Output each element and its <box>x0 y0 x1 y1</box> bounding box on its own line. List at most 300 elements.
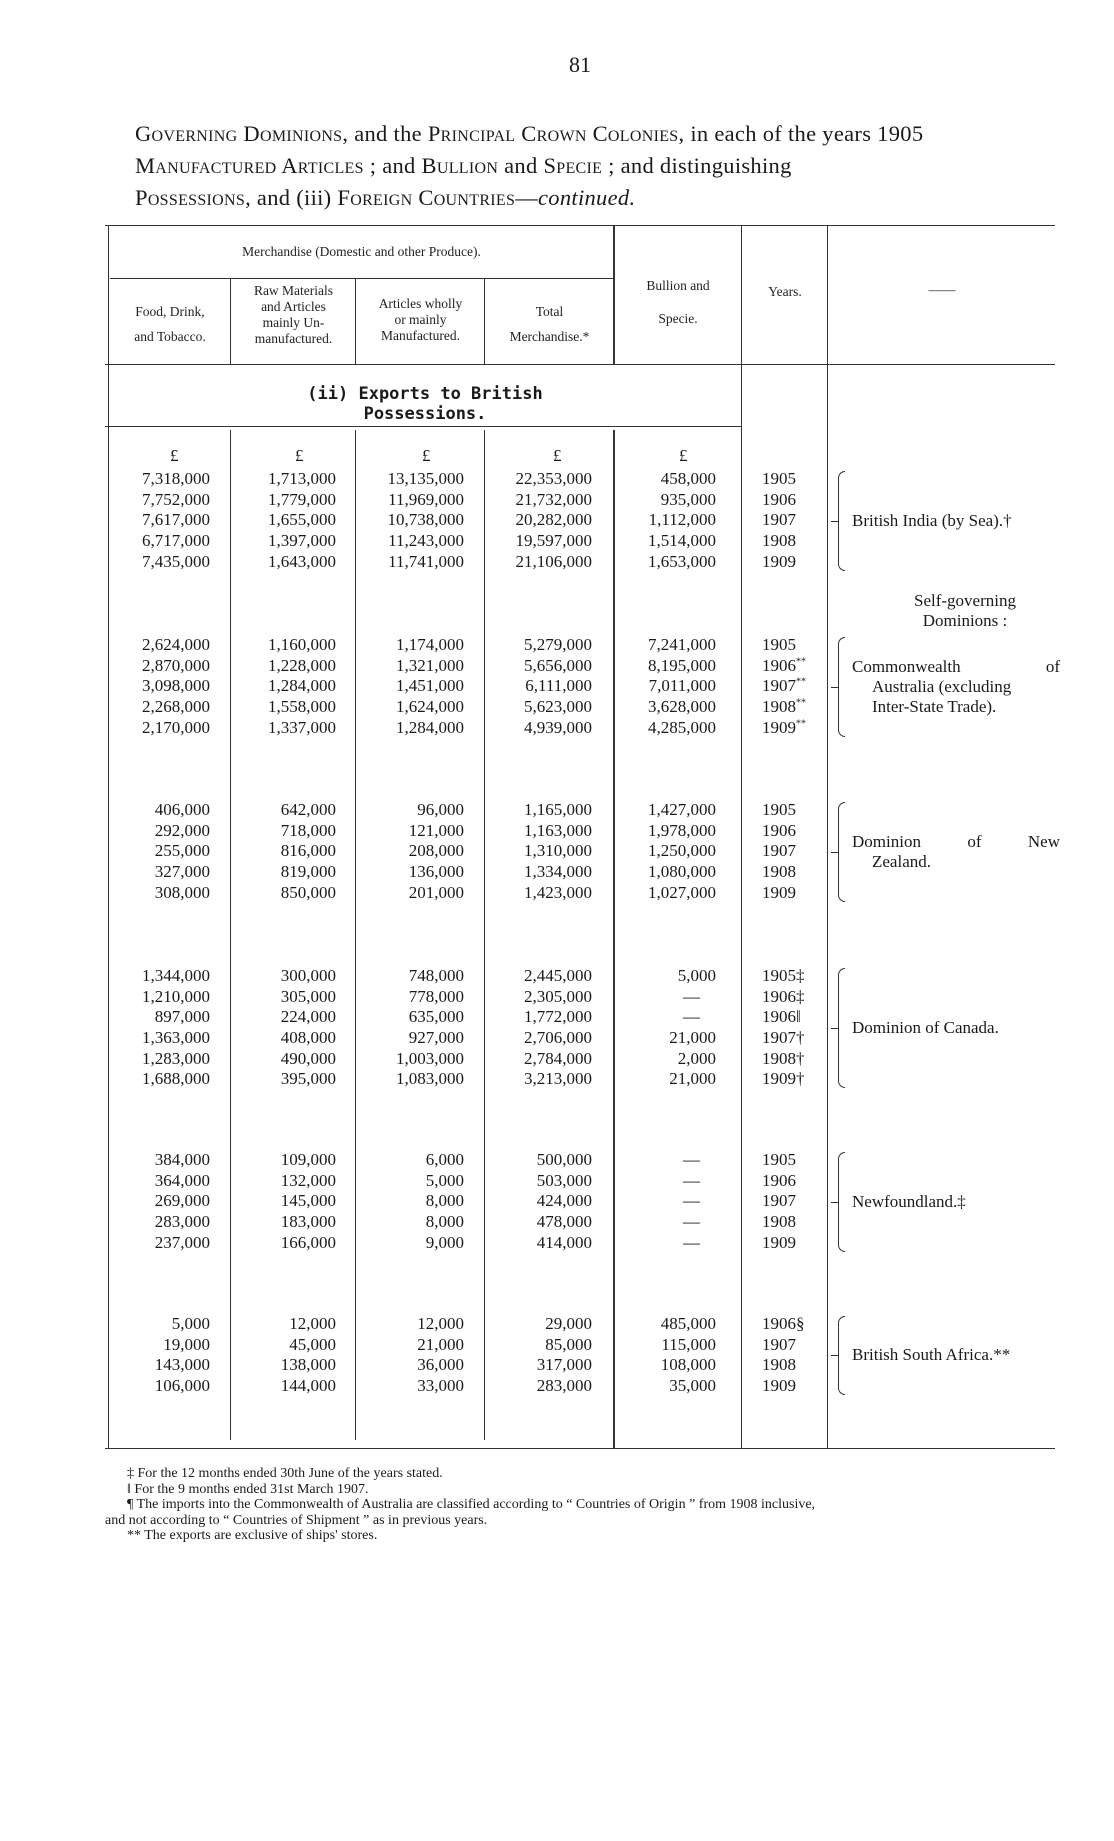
cell-articles: 11,969,000 <box>388 489 464 509</box>
column-food <box>142 469 210 572</box>
col-header-raw <box>232 283 355 347</box>
cell-total: 283,000 <box>536 1376 592 1396</box>
cell-articles: 11,741,000 <box>388 551 464 571</box>
cell-year <box>762 1150 796 1171</box>
cell-raw: 305,000 <box>280 986 336 1006</box>
cell-bullion: 7,011,000 <box>648 676 716 696</box>
cell-total: 1,310,000 <box>524 841 592 861</box>
col-header-country: —— <box>928 282 956 297</box>
col-divider-food-raw-hdr <box>230 278 231 364</box>
column-articles <box>396 966 464 1090</box>
heading-segment: , in each of the years 1905 <box>678 121 924 146</box>
cell-raw: 1,397,000 <box>268 531 336 551</box>
table-top-rule <box>105 225 1055 226</box>
cell-raw: 224,000 <box>280 1007 336 1027</box>
cell-year <box>762 1212 796 1233</box>
column-years <box>762 1314 805 1397</box>
cell-bullion: 8,195,000 <box>648 655 716 675</box>
cell-articles: 9,000 <box>425 1232 464 1252</box>
year-value: 1905 <box>762 635 796 654</box>
cell-year <box>762 718 806 739</box>
cell-food: 7,752,000 <box>142 489 210 509</box>
cell-year <box>762 1007 805 1028</box>
heading-segment: and <box>498 153 544 178</box>
country-label-word: Dominion <box>852 831 921 851</box>
col-header-bullion <box>615 269 741 335</box>
cell-total: 6,111,000 <box>525 676 592 696</box>
cell-articles: 201,000 <box>408 882 464 902</box>
cell-year <box>762 552 796 573</box>
merchandise-subrule <box>110 278 613 279</box>
year-footnote-mark: § <box>796 1314 805 1333</box>
cell-articles: 1,174,000 <box>396 635 464 654</box>
cell-articles: 10,738,000 <box>387 510 464 530</box>
currency-bullion: £ <box>679 446 688 465</box>
year-value: 1906 <box>762 1314 796 1333</box>
cell-bullion: 115,000 <box>661 1334 716 1354</box>
page-heading <box>135 118 1095 214</box>
year-value: 1909 <box>762 1232 796 1252</box>
column-food <box>155 1314 210 1397</box>
year-value: 1908 <box>762 1212 796 1232</box>
year-value: 1908 <box>762 697 796 717</box>
cell-food: 406,000 <box>154 800 210 819</box>
cell-year <box>762 635 806 656</box>
col-header-total-line: Merchandise.* <box>509 329 590 344</box>
year-footnote-mark: ‖ <box>796 1007 801 1027</box>
cell-total: 3,213,000 <box>524 1069 592 1089</box>
cell-total: 5,623,000 <box>524 697 592 717</box>
year-footnote-mark: ‡ <box>796 966 805 985</box>
cell-year <box>762 1069 805 1090</box>
cell-food: 327,000 <box>154 862 210 882</box>
cell-articles: 11,243,000 <box>388 531 464 551</box>
currency-raw: £ <box>295 446 304 465</box>
column-total <box>524 635 592 738</box>
cell-bullion: 1,250,000 <box>648 841 716 861</box>
cell-year <box>762 510 796 531</box>
country-label <box>852 1018 1060 1038</box>
column-years <box>762 1150 796 1253</box>
cell-food: 384,000 <box>154 1150 210 1169</box>
heading-line-1 <box>135 118 1095 150</box>
cell-total: 85,000 <box>545 1334 592 1354</box>
cell-articles: 1,083,000 <box>396 1069 464 1089</box>
cell-total: 2,784,000 <box>524 1048 592 1068</box>
currency-articles: £ <box>422 446 431 465</box>
heading-line-3 <box>135 182 1095 214</box>
col-header-food <box>110 299 230 349</box>
cell-year <box>762 1335 805 1356</box>
column-articles <box>417 1314 464 1397</box>
year-footnote-mark: ** <box>796 676 806 688</box>
cell-articles: 121,000 <box>408 820 464 840</box>
column-raw <box>281 966 336 1090</box>
year-value: 1907 <box>762 1191 796 1211</box>
group-brace <box>838 802 845 902</box>
column-total <box>537 1150 592 1253</box>
footnote: ‖ For the 9 months ended 31st March 1907. <box>127 1481 369 1497</box>
column-food <box>142 635 210 738</box>
heading-line-2 <box>135 150 1095 182</box>
year-value: 1908 <box>762 1355 796 1375</box>
column-years <box>762 966 805 1090</box>
col-header-articles-line: Manufactured. <box>380 328 461 343</box>
col-header-articles-line: Articles wholly <box>378 296 463 311</box>
cell-articles: 136,000 <box>408 862 464 882</box>
cell-food: 3,098,000 <box>142 676 210 696</box>
year-value: 1905 <box>762 800 796 819</box>
cell-year <box>762 987 805 1008</box>
cell-year <box>762 883 796 904</box>
column-bullion <box>669 966 716 1090</box>
country-label-word: Commonwealth <box>852 656 961 676</box>
cell-year <box>762 1049 805 1070</box>
heading-segment: Manufactured Articles <box>135 153 364 178</box>
cell-raw: 166,000 <box>280 1232 336 1252</box>
cell-raw: 490,000 <box>280 1048 336 1068</box>
country-label-line: Newfoundland.‡ <box>852 1191 966 1211</box>
column-bullion <box>661 1314 716 1397</box>
cell-total: 21,106,000 <box>515 551 592 571</box>
cell-total: 503,000 <box>536 1170 592 1190</box>
cell-food: 255,000 <box>154 841 210 861</box>
cell-articles: 1,451,000 <box>396 676 464 696</box>
col-divider-raw-articles-hdr <box>355 278 356 364</box>
category-label-line: Self-governing <box>914 591 1016 610</box>
column-bullion <box>648 800 716 903</box>
column-raw <box>281 1150 336 1253</box>
cell-raw: 1,160,000 <box>268 635 336 654</box>
heading-segment: Foreign Countries <box>337 185 516 210</box>
year-value: 1905 <box>762 1150 796 1169</box>
col-divider-raw-articles <box>355 430 356 1440</box>
cell-food: 2,268,000 <box>142 697 210 717</box>
year-value: 1906 <box>762 1170 796 1190</box>
column-total <box>524 966 592 1090</box>
cell-total: 500,000 <box>536 1150 592 1169</box>
cell-total: 19,597,000 <box>515 531 592 551</box>
cell-total: 2,706,000 <box>524 1028 592 1048</box>
cell-bullion: 7,241,000 <box>648 635 716 654</box>
cell-raw: 395,000 <box>280 1069 336 1089</box>
cell-raw: 1,284,000 <box>268 676 336 696</box>
column-years <box>762 469 796 572</box>
cell-total: 20,282,000 <box>515 510 592 530</box>
left-border <box>108 225 109 1448</box>
cell-raw: 1,228,000 <box>268 655 336 675</box>
cell-year <box>762 656 806 677</box>
cell-articles: 1,321,000 <box>396 655 464 675</box>
column-food <box>155 1150 210 1253</box>
country-label-line: Australia (excluding <box>872 676 1012 696</box>
col-divider-articles-total-hdr <box>484 278 485 364</box>
col-divider-food-raw <box>230 430 231 1440</box>
cell-bullion: — <box>683 986 700 1006</box>
cell-total: 5,279,000 <box>524 635 592 654</box>
table-bottom-rule <box>105 1448 1055 1449</box>
year-value: 1909 <box>762 882 796 902</box>
footnote: ** The exports are exclusive of ships' stores. <box>127 1528 378 1543</box>
year-footnote-mark: ** <box>796 697 806 709</box>
year-footnote-mark: † <box>796 1028 805 1048</box>
column-raw <box>281 1314 336 1397</box>
country-label <box>852 657 1060 717</box>
cell-year <box>762 862 796 883</box>
col-header-food-line: and Tobacco. <box>134 329 206 344</box>
column-food <box>155 800 210 903</box>
col-header-food-line: Food, Drink, <box>135 304 205 319</box>
cell-raw: 1,558,000 <box>268 697 336 717</box>
cell-food: 1,688,000 <box>142 1069 210 1089</box>
col-divider-articles-total <box>484 430 485 1440</box>
column-raw <box>281 800 336 903</box>
cell-year <box>762 1191 796 1212</box>
cell-total: 1,423,000 <box>524 882 592 902</box>
cell-food: 7,435,000 <box>142 551 210 571</box>
cell-food: 6,717,000 <box>142 531 210 551</box>
column-articles <box>426 1150 464 1253</box>
cell-year <box>762 490 796 511</box>
col-header-years: Years. <box>768 284 802 299</box>
country-label-line: Dominion of Canada. <box>852 1018 999 1038</box>
cell-food: 269,000 <box>154 1191 210 1211</box>
year-footnote-mark: † <box>796 1048 805 1068</box>
country-label <box>852 511 1060 531</box>
cell-articles: 96,000 <box>417 800 464 819</box>
cell-bullion: 1,080,000 <box>648 862 716 882</box>
cell-articles: 33,000 <box>417 1376 464 1396</box>
cell-food: 292,000 <box>154 820 210 840</box>
cell-bullion: — <box>683 1212 700 1232</box>
cell-food: 897,000 <box>154 1007 210 1027</box>
page-number: 81 <box>569 52 591 77</box>
cell-year <box>762 1028 805 1049</box>
section-title-rule <box>105 426 741 427</box>
cell-bullion: 458,000 <box>660 469 716 488</box>
cell-bullion: 1,427,000 <box>648 800 716 819</box>
footnote: ‡ For the 12 months ended 30th June of the years stated. <box>127 1466 443 1481</box>
heading-segment: Bullion <box>421 153 499 178</box>
cell-total: 2,445,000 <box>524 966 592 985</box>
cell-bullion: 3,628,000 <box>648 697 716 717</box>
cell-bullion: 1,514,000 <box>648 531 716 551</box>
cell-food: 1,283,000 <box>142 1048 210 1068</box>
cell-raw: 145,000 <box>280 1191 336 1211</box>
year-value: 1906 <box>762 986 796 1006</box>
cell-food: 2,624,000 <box>142 635 210 654</box>
category-label <box>870 591 1060 631</box>
header-bottom-rule <box>105 364 1055 365</box>
merchandise-group-header: Merchandise (Domestic and other Produce). <box>242 244 481 259</box>
year-value: 1905 <box>762 469 796 488</box>
col-divider-bullion-years <box>741 225 742 1448</box>
cell-raw: 850,000 <box>280 882 336 902</box>
cell-raw: 1,643,000 <box>268 551 336 571</box>
cell-raw: 1,655,000 <box>268 510 336 530</box>
cell-bullion: — <box>683 1191 700 1211</box>
col-header-bullion-line: Bullion and <box>646 278 710 293</box>
cell-articles: 778,000 <box>408 986 464 1006</box>
cell-raw: 183,000 <box>280 1212 336 1232</box>
cell-total: 478,000 <box>536 1212 592 1232</box>
year-footnote-mark: ** <box>796 718 806 730</box>
heading-segment: ; and distinguishing <box>602 153 792 178</box>
cell-articles: 36,000 <box>417 1355 464 1375</box>
heading-segment: Governing Dominions <box>135 121 343 146</box>
group-brace <box>838 1316 845 1395</box>
year-footnote-mark: † <box>796 1069 805 1089</box>
cell-total: 5,656,000 <box>524 655 592 675</box>
col-divider-total-bullion <box>613 430 615 1448</box>
year-value: 1906 <box>762 655 796 675</box>
cell-raw: 816,000 <box>280 841 336 861</box>
cell-bullion: — <box>683 1232 700 1252</box>
column-total <box>537 1314 592 1397</box>
country-label <box>852 1192 1060 1212</box>
country-label-line <box>852 657 1060 677</box>
column-raw <box>268 469 336 572</box>
cell-raw: 300,000 <box>280 966 336 985</box>
cell-raw: 45,000 <box>289 1334 336 1354</box>
cell-food: 1,344,000 <box>142 966 210 985</box>
cell-articles: 8,000 <box>425 1212 464 1232</box>
country-label-word: New <box>1027 831 1060 851</box>
heading-segment: — <box>515 185 539 210</box>
column-bullion <box>648 635 716 738</box>
cell-total: 2,305,000 <box>524 986 592 1006</box>
cell-bullion: 21,000 <box>669 1069 716 1089</box>
cell-articles: 6,000 <box>425 1150 464 1169</box>
cell-food: 1,210,000 <box>142 986 210 1006</box>
cell-bullion: 21,000 <box>669 1028 716 1048</box>
col-header-raw-line: mainly Un- <box>262 315 325 330</box>
cell-total: 4,939,000 <box>524 717 592 737</box>
col-header-raw-line: manufactured. <box>254 331 333 346</box>
column-total <box>516 469 593 572</box>
country-label-line <box>852 832 1060 852</box>
cell-total: 424,000 <box>536 1191 592 1211</box>
cell-raw: 138,000 <box>280 1355 336 1375</box>
cell-raw: 718,000 <box>280 820 336 840</box>
col-header-raw-line: Raw Materials <box>253 283 334 298</box>
year-value: 1908 <box>762 531 796 551</box>
year-value: 1908 <box>762 1048 796 1068</box>
footnotes <box>105 1466 1065 1544</box>
cell-year <box>762 1376 805 1397</box>
heading-segment: ; and <box>363 153 422 178</box>
year-footnote-mark: ‡ <box>796 986 805 1006</box>
cell-total: 1,165,000 <box>524 800 592 819</box>
group-brace <box>838 637 845 737</box>
cell-articles: 5,000 <box>425 1170 464 1190</box>
cell-bullion: 1,653,000 <box>648 551 716 571</box>
column-articles <box>409 800 464 903</box>
year-value: 1909 <box>762 1069 796 1089</box>
column-articles <box>396 635 464 738</box>
cell-year <box>762 469 796 490</box>
year-value: 1907 <box>762 1028 796 1048</box>
country-label <box>852 1345 1060 1365</box>
year-value: 1907 <box>762 510 796 530</box>
year-value: 1909 <box>762 717 796 737</box>
cell-raw: 1,337,000 <box>268 717 336 737</box>
group-brace <box>838 1152 845 1252</box>
cell-year <box>762 1314 805 1335</box>
cell-raw: 109,000 <box>280 1150 336 1169</box>
cell-raw: 642,000 <box>280 800 336 819</box>
year-value: 1905 <box>762 966 796 985</box>
col-header-articles <box>357 296 484 344</box>
cell-total: 1,334,000 <box>524 862 592 882</box>
cell-year <box>762 1355 805 1376</box>
column-bullion <box>648 469 716 572</box>
cell-articles: 8,000 <box>425 1191 464 1211</box>
cell-bullion: 108,000 <box>660 1355 716 1375</box>
cell-raw: 1,779,000 <box>268 489 336 509</box>
col-header-bullion-line: Specie. <box>658 311 698 326</box>
column-raw <box>268 635 336 738</box>
cell-bullion: 35,000 <box>669 1376 716 1396</box>
col-header-articles-line: or mainly <box>394 312 447 327</box>
cell-raw: 1,713,000 <box>268 469 336 488</box>
year-value: 1908 <box>762 862 796 882</box>
cell-bullion: 1,112,000 <box>648 510 716 530</box>
cell-articles: 208,000 <box>408 841 464 861</box>
cell-bullion: 2,000 <box>677 1048 716 1068</box>
cell-total: 29,000 <box>545 1314 592 1333</box>
cell-articles: 21,000 <box>417 1334 464 1354</box>
cell-raw: 144,000 <box>280 1376 336 1396</box>
cell-food: 7,617,000 <box>142 510 210 530</box>
country-label-word: of <box>967 831 982 851</box>
cell-bullion: — <box>683 1150 700 1169</box>
cell-bullion: 5,000 <box>677 966 716 985</box>
cell-bullion: 1,027,000 <box>648 882 716 902</box>
year-value: 1907 <box>762 1334 796 1354</box>
cell-food: 283,000 <box>154 1212 210 1232</box>
column-total <box>524 800 592 903</box>
cell-food: 19,000 <box>163 1334 210 1354</box>
cell-food: 143,000 <box>154 1355 210 1375</box>
year-value: 1907 <box>762 841 796 861</box>
cell-raw: 132,000 <box>280 1170 336 1190</box>
cell-food: 308,000 <box>154 882 210 902</box>
cell-year <box>762 676 806 697</box>
cell-food: 2,170,000 <box>142 717 210 737</box>
cell-total: 1,772,000 <box>524 1007 592 1027</box>
cell-food: 237,000 <box>154 1232 210 1252</box>
col-divider-years-country <box>827 225 828 1448</box>
cell-food: 106,000 <box>154 1376 210 1396</box>
col-header-total <box>486 299 613 349</box>
year-value: 1906 <box>762 489 796 509</box>
cell-raw: 819,000 <box>280 862 336 882</box>
group-brace <box>838 968 845 1088</box>
col-header-total-line: Total <box>535 304 564 319</box>
cell-articles: 1,624,000 <box>396 697 464 717</box>
cell-raw: 12,000 <box>289 1314 336 1333</box>
cell-articles: 1,284,000 <box>396 717 464 737</box>
column-articles <box>388 469 465 572</box>
group-brace <box>838 471 845 571</box>
cell-year <box>762 966 805 987</box>
currency-total: £ <box>553 446 562 465</box>
column-bullion <box>683 1150 716 1253</box>
cell-articles: 927,000 <box>408 1028 464 1048</box>
year-value: 1909 <box>762 551 796 571</box>
cell-food: 1,363,000 <box>142 1028 210 1048</box>
